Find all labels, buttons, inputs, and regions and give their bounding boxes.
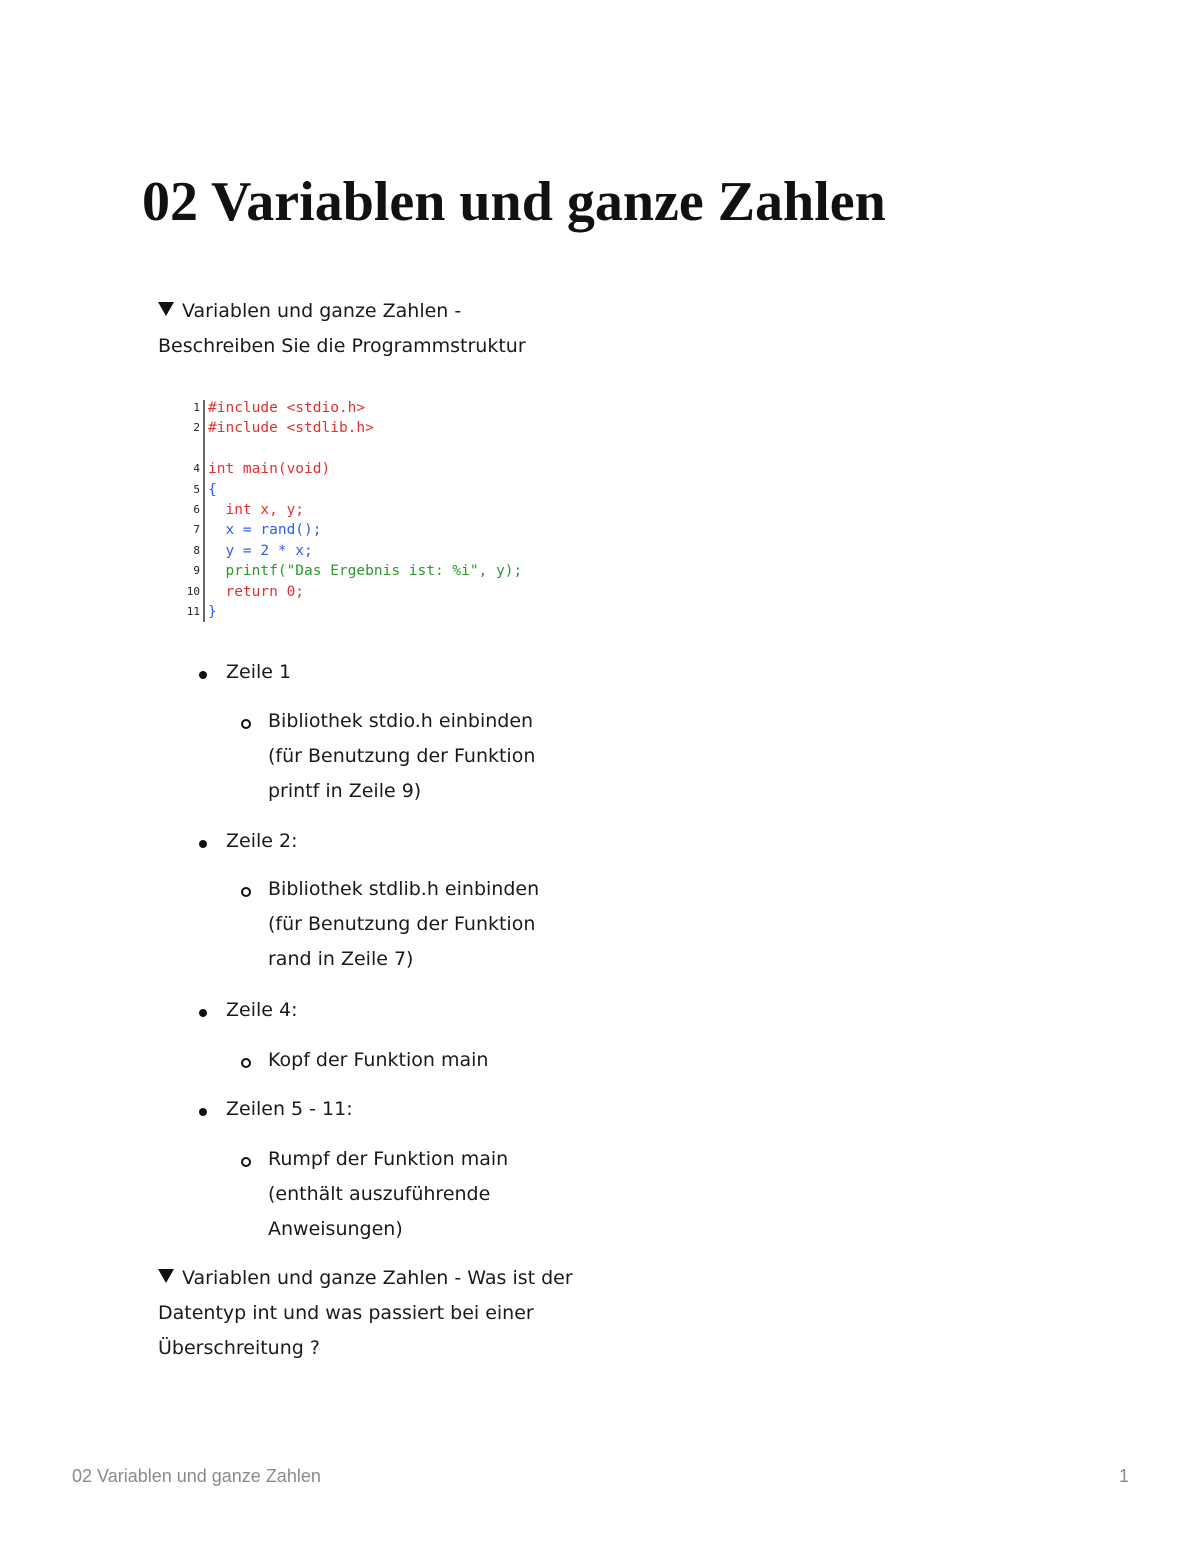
code-line: int x, y; [208,502,305,518]
line-number: 1 [193,401,200,414]
code-line: return 0; [208,584,305,600]
toggle-header-line-2: Datentyp int und was passiert bei einer [158,1302,534,1324]
line-number: 2 [193,421,200,434]
bullet-circle-icon [241,719,251,729]
bullet-item: Zeile 2: [226,830,298,852]
sub-bullet-item: Rumpf der Funktion main (enthält auszuführende Anweisungen) [268,1148,509,1240]
sub-bullet-item: Kopf der Funktion main [268,1049,489,1071]
bullet-circle-icon [241,887,251,897]
toggle-block-program-structure[interactable] [158,294,588,364]
code-line: y = 2 * x; [208,543,313,559]
code-line: #include <stdio.h> [208,400,366,416]
code-line: { [208,482,217,498]
sub-bullet-item: Bibliothek stdio.h einbinden (für Benutzung der Funktion printf in Zeile 9) [268,710,536,802]
line-number: 4 [193,462,200,475]
toggle-triangle-icon[interactable] [158,1269,174,1283]
code-line: int main(void) [208,461,331,477]
code-line: #include <stdlib.h> [208,420,374,436]
bullet-circle-icon [241,1157,251,1167]
footer-title: 02 Variablen und ganze Zahlen [72,1466,321,1486]
toggle-triangle-icon[interactable] [158,302,174,316]
toggle-header-line-2: Beschreiben Sie die Programmstruktur [158,335,526,357]
bullet-item: Zeilen 5 - 11: [226,1098,353,1120]
bullet-dot-icon [199,1108,207,1116]
line-number: 8 [193,544,200,557]
sub-bullet-item: Bibliothek stdlib.h einbinden (für Benutzung der Funktion rand in Zeile 7) [268,878,540,970]
bullet-item: Zeile 4: [226,999,298,1021]
footer-page-number: 1 [1119,1466,1130,1486]
bullet-circle-icon [241,1058,251,1068]
toggle-header-line-1: Variablen und ganze Zahlen - [158,294,588,329]
bullet-dot-icon [199,840,207,848]
toggle-header-line-3: Überschreitung ? [158,1337,320,1359]
code-line: printf("Das Ergebnis ist: %i", y); [208,563,523,579]
line-number: 11 [186,605,200,618]
line-number: 10 [186,585,200,598]
toggle-header-line-1: Variablen und ganze Zahlen - Was ist der [158,1261,588,1296]
toggle-block-datatype-int[interactable] [158,1261,588,1366]
code-gutter-line [203,400,205,622]
code-line: } [208,604,217,620]
line-number: 7 [193,523,200,536]
line-number: 9 [193,564,200,577]
bullet-dot-icon [199,671,207,679]
bullet-item: Zeile 1 [226,661,292,683]
page-title: 02 Variablen und ganze Zahlen [142,171,886,233]
line-number: 5 [193,483,200,496]
code-line: x = rand(); [208,522,322,538]
bullet-dot-icon [199,1009,207,1017]
line-number: 6 [193,503,200,516]
